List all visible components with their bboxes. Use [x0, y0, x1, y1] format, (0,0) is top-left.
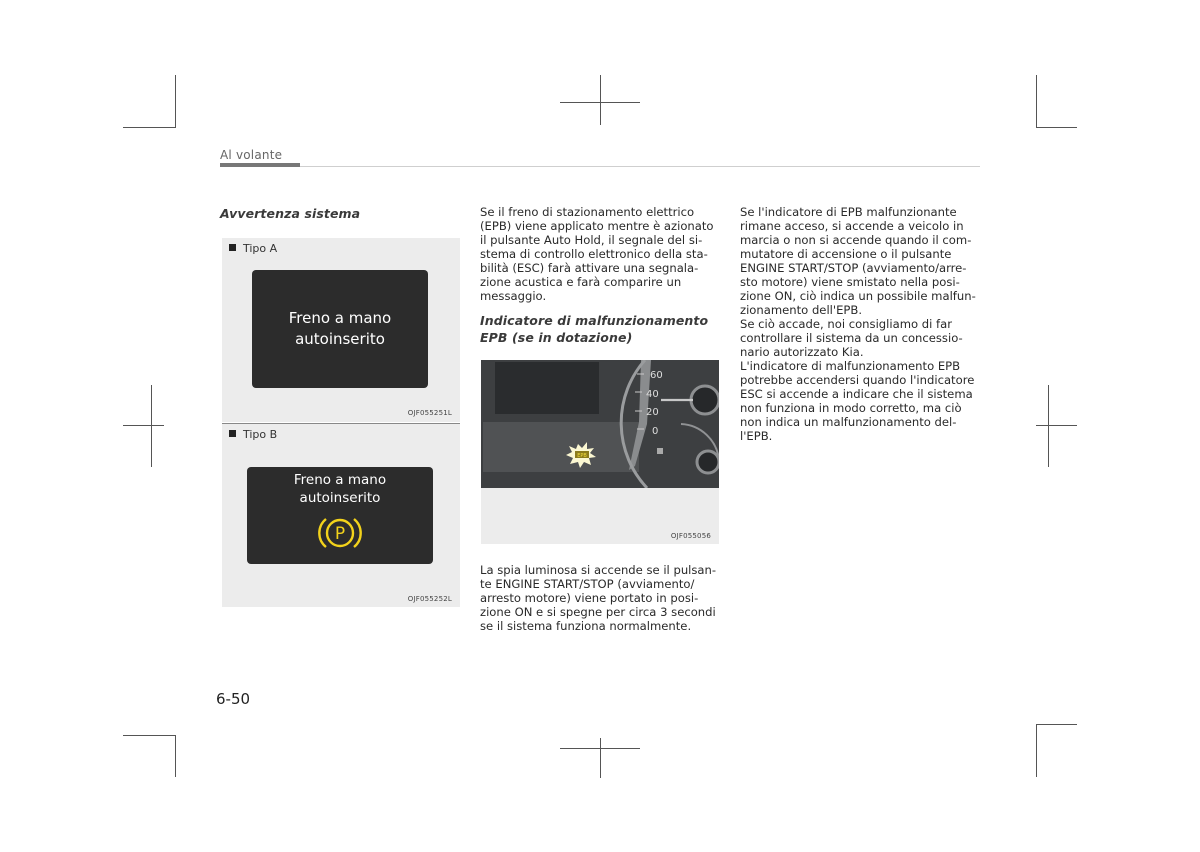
middle-paragraph-1: Se il freno di stazionamento elettrico (EPB) viene applicato mentre è azionato il pulsante Auto Hold, il segnale del si- stema di controllo elettronico della sta- bilità (ESC) farà attivare una segnala- zione acustica e farà comparire un messaggio. — [480, 205, 714, 303]
right-paragraph-2: Se ciò accade, noi consigliamo di far controllare il sistema da un concessio- nario autorizzato Kia. — [740, 317, 963, 359]
epb-lamp-text: EPB — [577, 453, 587, 459]
section-rule — [300, 166, 980, 167]
cluster-figure — [481, 360, 719, 544]
figure-b-code: OJF055252L — [407, 595, 452, 603]
figure-a-label: Tipo A — [229, 242, 277, 255]
display-type-a — [252, 270, 428, 388]
display-type-b — [247, 467, 433, 564]
display-b-line2: autoinserito — [299, 490, 381, 506]
page-number: 6-50 — [216, 690, 251, 708]
display-a-line2: autoinserito — [295, 330, 385, 348]
svg-text:0: 0 — [652, 426, 659, 437]
left-heading: Avvertenza sistema — [220, 206, 361, 221]
cluster-figure-code: OJF055056 — [670, 532, 711, 540]
svg-text:60: 60 — [650, 370, 663, 381]
bullet-square-icon — [229, 244, 236, 251]
display-a-line1: Freno a mano — [288, 309, 392, 327]
middle-paragraph-2: La spia luminosa si accende se il pulsan- te ENGINE START/STOP (avviamento/ arresto motore) viene portato in posi- zione ON e si spegne per circa 3 secondi se il sistema funziona normalmente. — [480, 563, 717, 633]
figure-type-a — [222, 238, 460, 422]
right-paragraph-3: L'indicatore di malfunzionamento EPB potrebbe accendersi quando l'indicatore ESC si accende a indicare che il sistema non funziona in modo corretto, ma ciò non indica un malfunzionamento del- l'EPB. — [740, 359, 975, 443]
figure-a-code: OJF055251L — [407, 409, 452, 417]
bullet-square-icon — [229, 430, 236, 437]
svg-text:20: 20 — [646, 407, 659, 418]
right-paragraph-1: Se l'indicatore di EPB malfunzionante rimane acceso, si accende a veicolo in marcia o non si accende quando il com- mutatore di accensione o il pulsante ENGINE START/STOP (avviamento/arre- sto motore) viene smistato nella posi- zione ON, ciò indica un possibile malfun- zionamento dell'EPB. — [740, 205, 976, 317]
figure-type-b — [222, 424, 460, 607]
svg-text:P: P — [334, 524, 346, 544]
figure-b-label: Tipo B — [229, 428, 277, 441]
svg-text:40: 40 — [646, 389, 659, 400]
middle-heading: Indicatore di malfunzionamento EPB (se in dotazione) — [480, 313, 709, 345]
section-label: Al volante — [220, 148, 283, 162]
parking-brake-warning-icon — [315, 513, 365, 553]
section-bar — [220, 163, 300, 167]
display-b-line1: Freno a mano — [293, 472, 387, 488]
right-column — [740, 205, 980, 443]
instrument-cluster-illustration — [481, 360, 719, 488]
